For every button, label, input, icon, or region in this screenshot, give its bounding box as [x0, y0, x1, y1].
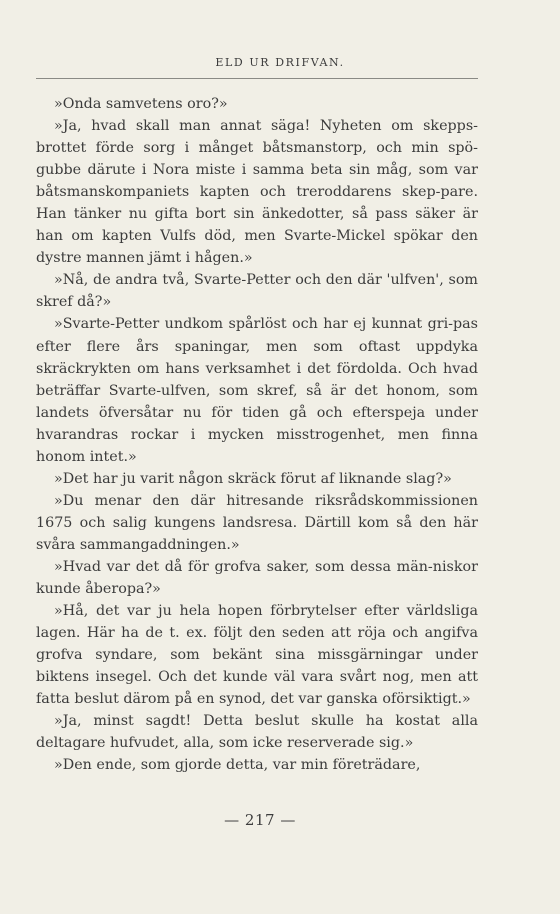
paragraph: »Hå, det var ju hela hopen förbrytelser efter världsliga lagen. Här ha de t. ex. följt den seden att röja och angifva grofva syndare, som bekänt sina missgärningar under biktens insegel. Och det kunde väl vara svårt nog, men att fatta beslut därom på en synod, det var ganska oförsiktigt.»	[36, 603, 478, 708]
paragraph: »Svarte-Petter undkom spårlöst och har ej kunnat gri-pas efter flere års spaningar, men som oftast uppdyka skräckrykten om hans verksamhet i det fördolda. Och hvad beträffar Svarte-ulfven, som skref, så är det honom, som landets öfversåtar nu för tiden gå och efterspeja under hvarandras rockar i mycken misstrogenhet, men finna honom intet.»	[36, 316, 478, 465]
paragraph: »Du menar den där hitresande riksrådskommissionen 1675 och salig kungens landsresa. Därtill kom så den här svåra sammangaddningen.»	[36, 492, 478, 553]
paragraph: »Ja, minst sagdt! Detta beslut skulle ha kostat alla deltagare hufvudet, alla, som icke reserverade sig.»	[36, 713, 478, 752]
page-number: — 217 —	[224, 811, 296, 829]
body-text	[36, 93, 478, 776]
header-rule	[36, 78, 478, 79]
paragraph: »Den ende, som gjorde detta, var min företrädare,	[54, 757, 421, 774]
running-head: ELD UR DRIFVAN.	[215, 56, 345, 69]
paragraph: »Nå, de andra två, Svarte-Petter och den där 'ulfven', som skref då?»	[36, 272, 478, 311]
paragraph: »Onda samvetens oro?»	[54, 96, 228, 112]
paragraph: »Det har ju varit någon skräck förut af liknande slag?»	[54, 470, 452, 487]
paragraph: »Ja, hvad skall man annat säga! Nyheten om skepps-brottet förde sorg i månget båtsmanstorp, och min spö-gubbe därute i Nora miste i samma beta sin måg, som var båtsmanskompaniets kapten och treroddarens skep-pare. Han tänker nu gifta bort sin änkedotter, så pass säker är han om kapten Vulfs död, men Svarte-Mickel spökar den dystre mannen jämt i hågen.»	[36, 118, 478, 267]
paragraph: »Hvad var det då för grofva saker, som dessa män-niskor kunde åberopa?»	[36, 558, 478, 598]
